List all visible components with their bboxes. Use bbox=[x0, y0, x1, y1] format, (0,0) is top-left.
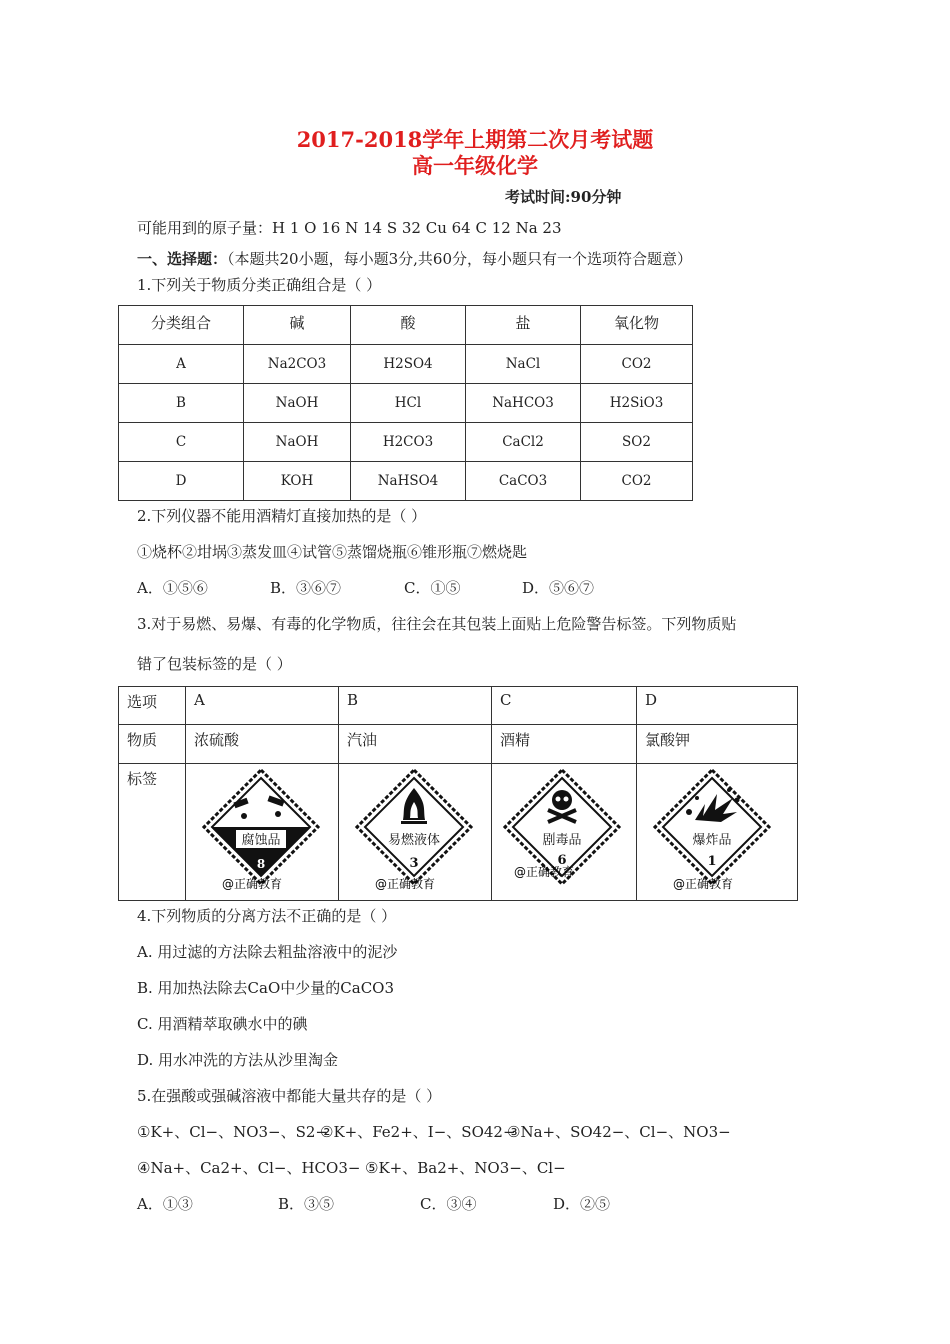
row-label: 物质 bbox=[119, 725, 186, 764]
label-number: 1 bbox=[707, 854, 717, 869]
table-cell: NaHSO4 bbox=[351, 462, 466, 501]
table-cell: HCl bbox=[351, 384, 466, 423]
header-cell: 分类组合 bbox=[119, 306, 244, 345]
q4-stem: 4.下列物质的分离方法不正确的是（ ） bbox=[137, 907, 397, 925]
table-cell: NaOH bbox=[244, 423, 351, 462]
q4-option-a: A. 用过滤的方法除去粗盐溶液中的泥沙 bbox=[137, 943, 398, 961]
table-cell: D bbox=[637, 687, 798, 725]
q2-option-d: D．⑤⑥⑦ bbox=[522, 579, 595, 597]
q5-group-5: ⑤K+、Ba2+、NO3−、Cl− bbox=[365, 1159, 566, 1177]
q4-option-d: D. 用水冲洗的方法从沙里淘金 bbox=[137, 1051, 339, 1069]
label-number: 6 bbox=[557, 853, 567, 868]
table-cell: H2SO4 bbox=[351, 345, 466, 384]
table-cell: SO2 bbox=[581, 423, 693, 462]
table-cell: NaOH bbox=[244, 384, 351, 423]
header-cell: 氧化物 bbox=[581, 306, 693, 345]
q2-option-a: A．①⑤⑥ bbox=[137, 579, 208, 597]
toxic-label-icon bbox=[492, 764, 632, 894]
table-row bbox=[119, 462, 693, 501]
q4-option-b: B. 用加热法除去CaO中少量的CaCO3 bbox=[137, 979, 395, 997]
q2-option-c: C．①⑤ bbox=[404, 579, 461, 597]
table-cell: CO2 bbox=[581, 462, 693, 501]
row-label: 选项 bbox=[119, 687, 186, 725]
table-cell: H2SiO3 bbox=[581, 384, 693, 423]
table-cell: B bbox=[119, 384, 244, 423]
row-label: 标签 bbox=[119, 764, 186, 901]
label-text: 剧毒品 bbox=[542, 833, 582, 848]
label-text: 爆炸品 bbox=[692, 833, 732, 848]
table-cell: CaCO3 bbox=[466, 462, 581, 501]
label-number: 8 bbox=[256, 857, 266, 871]
table-row bbox=[119, 384, 693, 423]
q5-option-c: C．③④ bbox=[420, 1195, 477, 1213]
q2-option-b: B．③⑥⑦ bbox=[270, 579, 342, 597]
table-cell: KOH bbox=[244, 462, 351, 501]
q4-option-c: C. 用酒精萃取碘水中的碘 bbox=[137, 1015, 308, 1033]
table-cell: D bbox=[119, 462, 244, 501]
table-cell: 氯酸钾 bbox=[637, 725, 798, 764]
table-cell: 浓硫酸 bbox=[186, 725, 339, 764]
q1-table bbox=[118, 305, 693, 501]
header-cell: 盐 bbox=[466, 306, 581, 345]
table-cell: Na2CO3 bbox=[244, 345, 351, 384]
q5-group-2: ②K+、Fe2+、I−、SO42− bbox=[320, 1123, 516, 1141]
label-cell-c bbox=[492, 764, 637, 901]
q5-stem: 5.在强酸或强碱溶液中都能大量共存的是（ ） bbox=[137, 1087, 442, 1105]
label-text: 腐蚀品 bbox=[241, 833, 281, 848]
table-cell: CaCl2 bbox=[466, 423, 581, 462]
exam-time: 考试时间:90分钟 bbox=[505, 188, 622, 206]
q3-table bbox=[118, 686, 798, 901]
section-heading bbox=[137, 248, 692, 269]
title-line1: 2017-2018学年上期第二次月考试题 bbox=[296, 127, 654, 152]
q5-option-b: B．③⑤ bbox=[278, 1195, 335, 1213]
watermark: @正确教育 bbox=[221, 877, 283, 891]
flammable-label-icon bbox=[339, 764, 489, 894]
table-cell: B bbox=[339, 687, 492, 725]
table-cell: A bbox=[186, 687, 339, 725]
table-cell: 酒精 bbox=[492, 725, 637, 764]
section-title: 一、选择题： bbox=[137, 250, 228, 268]
header-cell: 酸 bbox=[351, 306, 466, 345]
q5-option-d: D．②⑤ bbox=[553, 1195, 611, 1213]
label-cell-b bbox=[339, 764, 492, 901]
corrosive-label-icon bbox=[186, 764, 336, 894]
table-cell: NaCl bbox=[466, 345, 581, 384]
q5-group-3: ③Na+、SO42−、Cl−、NO3− bbox=[507, 1123, 731, 1141]
table-cell: C bbox=[119, 423, 244, 462]
q3-stem-line2: 错了包装标签的是（ ） bbox=[137, 655, 292, 673]
table-row bbox=[119, 345, 693, 384]
watermark: @正确教育 bbox=[513, 865, 575, 879]
table-row bbox=[119, 423, 693, 462]
table-cell: NaHCO3 bbox=[466, 384, 581, 423]
watermark: @正确教育 bbox=[374, 877, 436, 891]
table-row bbox=[119, 725, 798, 764]
q5-group-1: ①K+、Cl−、NO3−、S2− bbox=[137, 1123, 328, 1141]
q1-stem: 1.下列关于物质分类正确组合是（ ） bbox=[137, 276, 382, 294]
table-cell: 汽油 bbox=[339, 725, 492, 764]
table-cell: C bbox=[492, 687, 637, 725]
section-note: （本题共20小题，每小题3分,共60分，每小题只有一个选项符合题意） bbox=[227, 250, 693, 268]
table-row bbox=[119, 687, 798, 725]
table-header-row bbox=[119, 306, 693, 345]
table-cell: CO2 bbox=[581, 345, 693, 384]
q2-items: ①烧杯②坩埚③蒸发皿④试管⑤蒸馏烧瓶⑥锥形瓶⑦燃烧匙 bbox=[137, 543, 528, 561]
atomic-masses: 可能用到的原子量：H 1 O 16 N 14 S 32 Cu 64 C 12 Na 23 bbox=[137, 219, 562, 237]
q5-group-4: ④Na+、Ca2+、Cl−、HCO3− bbox=[137, 1159, 361, 1177]
title-line2: 高一年级化学 bbox=[412, 153, 538, 178]
table-cell: A bbox=[119, 345, 244, 384]
label-cell-a bbox=[186, 764, 339, 901]
label-text: 易燃液体 bbox=[387, 833, 441, 848]
explosive-label-icon bbox=[637, 764, 795, 894]
label-cell-d bbox=[637, 764, 798, 901]
header-cell: 碱 bbox=[244, 306, 351, 345]
q2-stem: 2.下列仪器不能用酒精灯直接加热的是（ ） bbox=[137, 507, 427, 525]
q5-option-a: A．①③ bbox=[137, 1195, 193, 1213]
table-row bbox=[119, 764, 798, 901]
label-number: 3 bbox=[409, 856, 419, 871]
table-cell: H2CO3 bbox=[351, 423, 466, 462]
watermark: @正确教育 bbox=[672, 877, 734, 891]
q3-stem-line1: 3.对于易燃、易爆、有毒的化学物质，往往会在其包装上面贴上危险警告标签。下列物质贴 bbox=[137, 615, 737, 633]
